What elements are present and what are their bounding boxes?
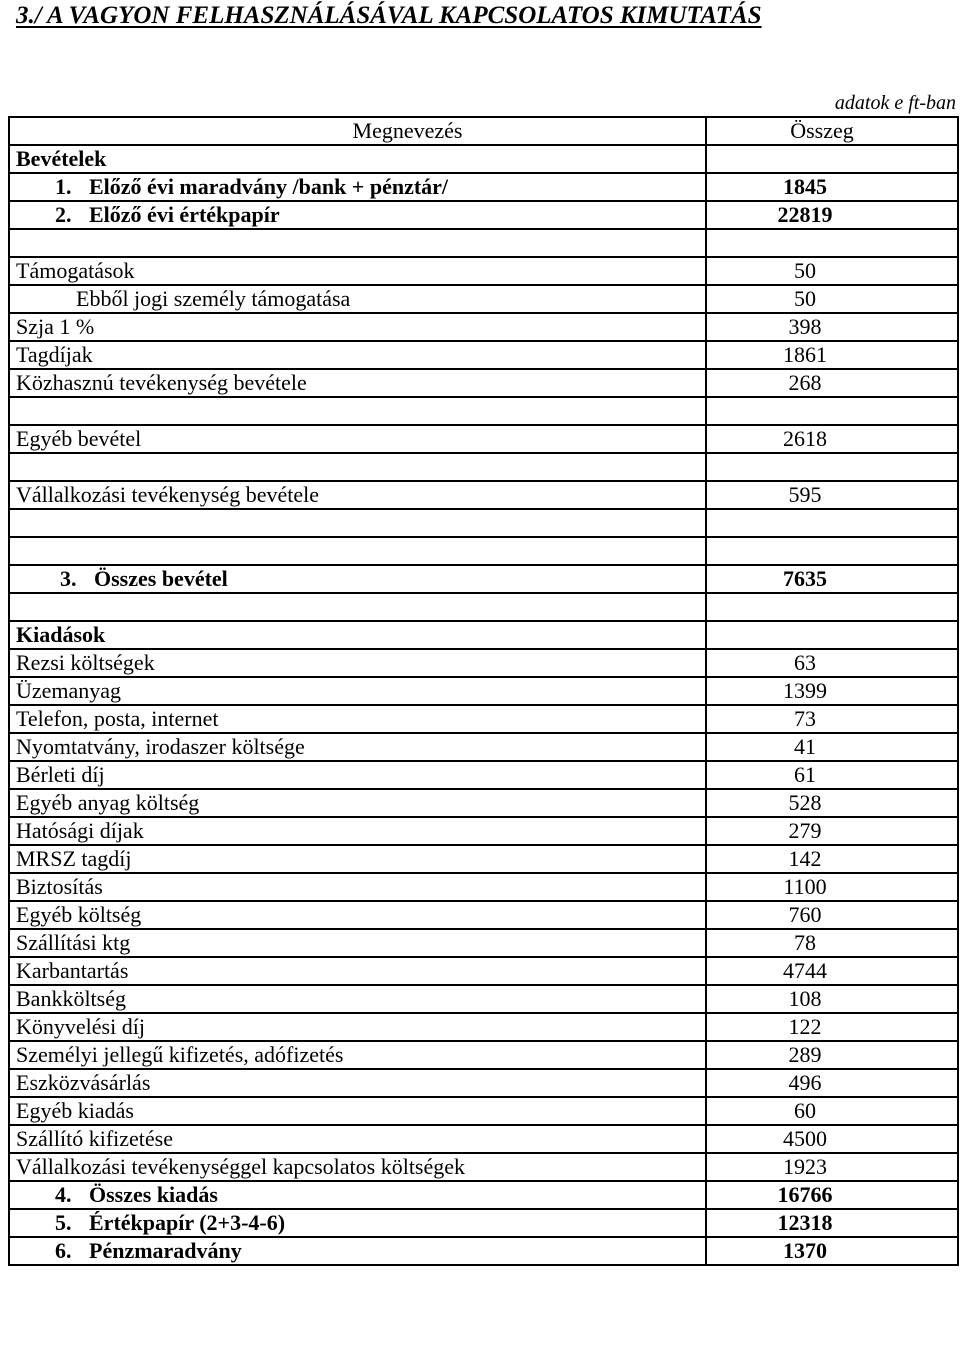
row-amount: 50 [706,257,958,285]
row-name-cell [9,481,706,509]
table-row [9,1125,958,1153]
table-row [9,1237,958,1265]
row-label: Szja 1 % [16,314,95,339]
row-name-cell [9,1153,706,1181]
row-name-cell [9,537,706,565]
table-row [9,1097,958,1125]
row-label: Összes kiadás [89,1182,218,1207]
row-name-cell [9,285,706,313]
header-name: Megnevezés [9,117,706,145]
table-row [9,369,958,397]
table-row [9,1041,958,1069]
row-label: Karbantartás [16,958,129,983]
row-name-cell [9,509,706,537]
row-amount: 78 [706,929,958,957]
row-amount [706,593,958,621]
row-label: Nyomtatvány, irodaszer költsége [16,734,305,759]
row-label: Előző évi maradvány /bank + pénztár/ [89,174,449,199]
row-amount: 12318 [706,1209,958,1237]
table-row [9,1069,958,1097]
row-label: Könyvelési díj [16,1014,145,1039]
row-number: 5. [55,1210,72,1235]
row-amount [706,397,958,425]
row-label: Egyéb anyag költség [16,790,200,815]
row-label: Személyi jellegű kifizetés, adófizetés [16,1042,344,1067]
row-label: Tagdíjak [16,342,93,367]
table-row [9,285,958,313]
row-name-cell [9,1181,706,1209]
table-row [9,481,958,509]
table-row [9,705,958,733]
row-name-cell [9,1237,706,1265]
row-label: Bankköltség [16,986,126,1011]
row-number: 3. [60,566,77,591]
header-amount: Összeg [706,117,958,145]
row-label: Ebből jogi személy támogatása [76,286,351,311]
table-row [9,957,958,985]
row-name-cell [9,621,706,649]
row-amount: 108 [706,985,958,1013]
row-label: Rezsi költségek [16,650,155,675]
row-name-cell [9,593,706,621]
table-row [9,453,958,481]
row-label: Közhasznú tevékenység bevétele [16,370,307,395]
row-name-cell [9,425,706,453]
row-label: Előző évi értékpapír [89,202,280,227]
table-row [9,789,958,817]
row-name-cell [9,649,706,677]
row-name-cell [9,817,706,845]
row-amount: 1861 [706,341,958,369]
table-row [9,313,958,341]
table-row [9,341,958,369]
row-name-cell [9,957,706,985]
row-amount: 7635 [706,565,958,593]
row-name-cell [9,929,706,957]
row-amount: 63 [706,649,958,677]
row-amount: 595 [706,481,958,509]
row-label: Bevételek [16,146,107,171]
table-row [9,649,958,677]
row-amount: 41 [706,733,958,761]
row-label: Támogatások [16,258,135,283]
table-header-row [9,117,958,145]
table-row [9,761,958,789]
row-name-cell [9,201,706,229]
table-row [9,565,958,593]
row-name-cell [9,733,706,761]
row-amount: 1399 [706,677,958,705]
row-label: Pénzmaradvány [89,1238,242,1263]
row-name-cell [9,369,706,397]
row-label: Egyéb bevétel [16,426,142,451]
table-row [9,929,958,957]
row-label: Szállító kifizetése [16,1126,173,1151]
statement-table-body [9,117,958,1265]
table-row [9,985,958,1013]
statement-table [8,116,959,1266]
unit-note: adatok e ft-ban [834,92,956,114]
row-name-cell [9,985,706,1013]
row-label: Eszközvásárlás [16,1070,151,1095]
row-label: MRSZ tagdíj [16,846,132,871]
table-row [9,1209,958,1237]
row-label: Telefon, posta, internet [16,706,219,731]
table-row [9,509,958,537]
row-name-cell [9,341,706,369]
row-label: Hatósági díjak [16,818,144,843]
table-row [9,257,958,285]
row-amount: 398 [706,313,958,341]
row-name-cell [9,173,706,201]
row-name-cell [9,453,706,481]
row-name-cell [9,145,706,173]
table-row [9,901,958,929]
row-amount: 50 [706,285,958,313]
row-label: Vállalkozási tevékenység bevétele [16,482,319,507]
row-name-cell [9,1125,706,1153]
table-row [9,593,958,621]
row-name-cell [9,873,706,901]
table-row [9,537,958,565]
row-label: Egyéb kiadás [16,1098,134,1123]
row-number: 2. [55,202,72,227]
row-amount [706,509,958,537]
row-amount: 1100 [706,873,958,901]
table-row [9,845,958,873]
row-amount: 73 [706,705,958,733]
row-amount: 4744 [706,957,958,985]
row-amount: 61 [706,761,958,789]
row-amount: 16766 [706,1181,958,1209]
table-row [9,817,958,845]
row-amount: 528 [706,789,958,817]
row-label: Biztosítás [16,874,103,899]
row-amount: 760 [706,901,958,929]
row-amount [706,145,958,173]
row-amount: 60 [706,1097,958,1125]
row-number: 6. [55,1238,72,1263]
table-row [9,425,958,453]
row-amount: 1923 [706,1153,958,1181]
row-label: Üzemanyag [16,678,122,703]
row-amount: 1370 [706,1237,958,1265]
row-name-cell [9,565,706,593]
table-row [9,677,958,705]
row-name-cell [9,313,706,341]
table-row [9,145,958,173]
row-amount: 4500 [706,1125,958,1153]
row-number: 4. [55,1182,72,1207]
row-label: Értékpapír (2+3-4-6) [89,1210,286,1235]
row-amount: 22819 [706,201,958,229]
table-row [9,1153,958,1181]
row-label: Kiadások [16,622,106,647]
row-amount: 2618 [706,425,958,453]
table-row [9,173,958,201]
row-name-cell [9,901,706,929]
row-name-cell [9,845,706,873]
row-name-cell [9,1069,706,1097]
row-name-cell [9,761,706,789]
table-row [9,397,958,425]
row-label: Szállítási ktg [16,930,131,955]
row-name-cell [9,705,706,733]
table-row [9,873,958,901]
table-row [9,229,958,257]
row-amount [706,229,958,257]
row-name-cell [9,677,706,705]
table-row [9,621,958,649]
row-label: Bérleti díj [16,762,105,787]
row-amount [706,537,958,565]
document-title: 3./ A VAGYON FELHASZNÁLÁSÁVAL KAPCSOLATOS KIMUTATÁS [16,2,762,29]
row-amount: 142 [706,845,958,873]
row-amount [706,453,958,481]
row-name-cell [9,1041,706,1069]
row-number: 1. [55,174,72,199]
row-amount [706,621,958,649]
table-row [9,1181,958,1209]
row-name-cell [9,789,706,817]
row-amount: 268 [706,369,958,397]
row-label: Vállalkozási tevékenységgel kapcsolatos költségek [16,1154,466,1179]
table-row [9,1013,958,1041]
table-row [9,201,958,229]
row-amount: 496 [706,1069,958,1097]
row-label: Összes bevétel [94,566,228,591]
row-name-cell [9,229,706,257]
row-name-cell [9,1013,706,1041]
row-name-cell [9,257,706,285]
row-name-cell [9,397,706,425]
table-row [9,733,958,761]
row-amount: 289 [706,1041,958,1069]
row-amount: 122 [706,1013,958,1041]
row-amount: 1845 [706,173,958,201]
row-amount: 279 [706,817,958,845]
row-label: Egyéb költség [16,902,142,927]
row-name-cell [9,1097,706,1125]
row-name-cell [9,1209,706,1237]
